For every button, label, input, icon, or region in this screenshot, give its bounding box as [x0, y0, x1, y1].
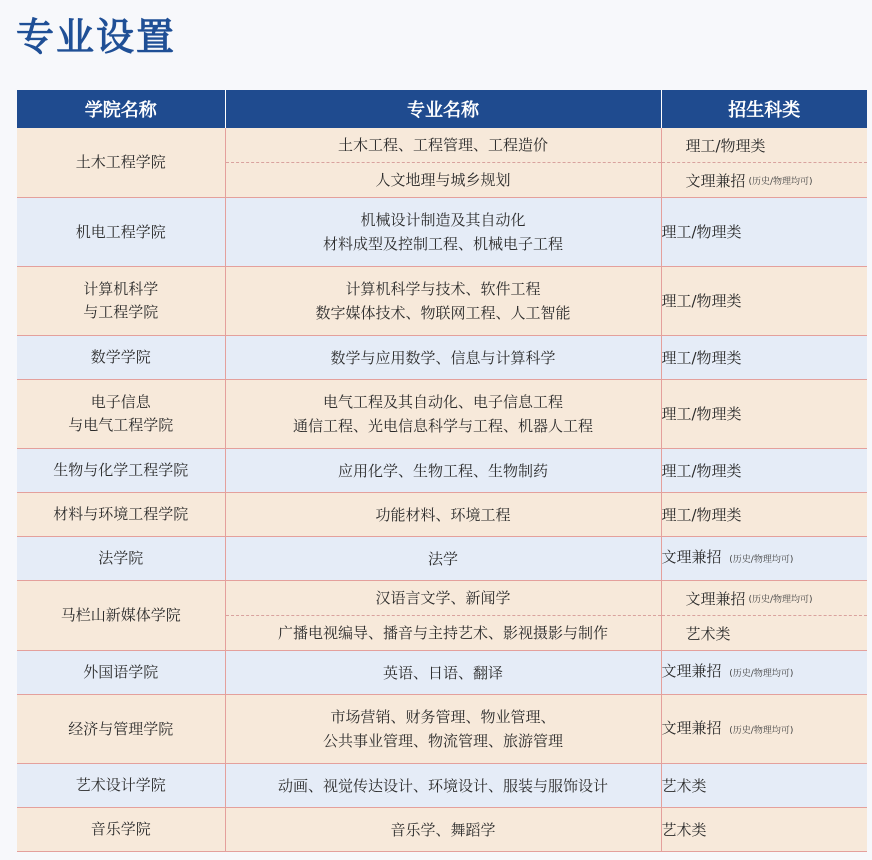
- category-label: 文理兼招: [661, 548, 722, 566]
- page-title: 专业设置: [16, 15, 177, 59]
- college-name: 马栏山新媒体学院: [60, 606, 181, 624]
- college-cell: [17, 267, 225, 336]
- category-label: 艺术类: [661, 776, 707, 795]
- college-name: 土木工程学院: [75, 153, 166, 171]
- category-cell: [661, 764, 867, 808]
- major-line: 电气工程及其自动化、电子信息工程: [322, 393, 563, 411]
- category-label: 理工/物理类: [661, 505, 742, 524]
- major-cell: [225, 695, 661, 764]
- category-cell: [661, 128, 867, 198]
- table-row: [17, 380, 867, 449]
- category-cell: [661, 808, 867, 852]
- category-label: 文理兼招: [685, 589, 746, 608]
- major-line: 土木工程、工程管理、工程造价: [226, 128, 661, 163]
- college-cell: [17, 493, 225, 537]
- category-cell: [661, 449, 867, 493]
- college-cell: [17, 449, 225, 493]
- major-cell: [225, 198, 661, 267]
- table-header-row: [17, 90, 867, 128]
- category-label: 理工/物理类: [661, 292, 742, 310]
- table-row: [17, 537, 867, 581]
- category-label: 理工/物理类: [661, 348, 742, 367]
- category-label: 文理兼招: [661, 718, 722, 737]
- table-row: [17, 267, 867, 336]
- major-line: 通信工程、光电信息科学与工程、机器人工程: [292, 417, 593, 435]
- college-cell: [17, 380, 225, 449]
- table-row: [17, 651, 867, 695]
- major-line: 人文地理与城乡规划: [375, 171, 511, 189]
- major-line: 机械设计制造及其自动化: [360, 211, 526, 229]
- category-label: 理工/物理类: [661, 223, 742, 241]
- college-name: 与电气工程学院: [68, 416, 174, 434]
- major-cell: [225, 128, 661, 198]
- major-cell: [225, 808, 661, 852]
- majors-table: [17, 90, 867, 852]
- category-label: 艺术类: [685, 624, 731, 643]
- category-cell: [661, 537, 867, 581]
- college-cell: [17, 651, 225, 695]
- table-row: [17, 808, 867, 852]
- major-cell: [225, 764, 661, 808]
- header-category: 招生科类: [661, 90, 867, 128]
- major-cell: [225, 537, 661, 581]
- college-name: 计算机科学: [83, 280, 159, 298]
- college-name: 艺术设计学院: [75, 776, 166, 794]
- college-name: 法学院: [98, 549, 144, 567]
- college-name: 电子信息: [90, 393, 151, 411]
- major-cell: [225, 336, 661, 380]
- table-row: [17, 695, 867, 764]
- table-row: [17, 336, 867, 380]
- category-note: (历史/物理均可): [729, 725, 794, 736]
- category-note: (历史/物理均可): [748, 176, 813, 187]
- header-college: 学院名称: [17, 90, 225, 128]
- college-name: 生物与化学工程学院: [53, 461, 189, 479]
- major-line: 数学与应用数学、信息与计算科学: [330, 348, 556, 367]
- major-cell: [225, 651, 661, 695]
- category-note: (历史/物理均可): [729, 669, 794, 679]
- table-row: [17, 581, 867, 651]
- major-cell: [225, 267, 661, 336]
- college-name: 材料与环境工程学院: [53, 505, 189, 523]
- category-label: 艺术类: [661, 820, 707, 839]
- category-note: (历史/物理均可): [729, 555, 794, 565]
- college-name: 音乐学院: [90, 820, 151, 838]
- college-cell: [17, 581, 225, 651]
- major-line: 市场营销、财务管理、物业管理、: [330, 708, 556, 726]
- major-cell: [225, 493, 661, 537]
- major-line: 数字媒体技术、物联网工程、人工智能: [315, 304, 571, 322]
- major-line: 英语、日语、翻译: [382, 663, 503, 682]
- table-row: [17, 449, 867, 493]
- major-line: 功能材料、环境工程: [375, 505, 511, 524]
- category-note: (历史/物理均可): [748, 594, 813, 605]
- major-line: 材料成型及控制工程、机械电子工程: [322, 235, 563, 253]
- college-name: 经济与管理学院: [68, 719, 174, 738]
- college-name: 外国语学院: [83, 663, 159, 681]
- major-line: 音乐学、舞蹈学: [390, 820, 496, 839]
- category-cell: [661, 380, 867, 449]
- category-label: 理工/物理类: [685, 136, 766, 155]
- college-cell: [17, 808, 225, 852]
- college-name: 与工程学院: [83, 303, 159, 321]
- category-cell: [661, 493, 867, 537]
- category-cell: [661, 581, 867, 651]
- category-label: 理工/物理类: [661, 405, 742, 423]
- table-row: [17, 493, 867, 537]
- major-line: 计算机科学与技术、软件工程: [345, 280, 541, 298]
- category-cell: [661, 695, 867, 764]
- college-cell: [17, 128, 225, 198]
- major-cell: [225, 581, 661, 651]
- category-label: 文理兼招: [685, 171, 746, 190]
- major-line: 动画、视觉传达设计、环境设计、服装与服饰设计: [277, 776, 608, 795]
- table-row: [17, 764, 867, 808]
- table-row: [17, 128, 867, 198]
- college-cell: [17, 336, 225, 380]
- college-cell: [17, 537, 225, 581]
- category-cell: [661, 267, 867, 336]
- major-line: 广播电视编导、播音与主持艺术、影视摄影与制作: [277, 624, 608, 642]
- category-cell: [661, 651, 867, 695]
- college-cell: [17, 695, 225, 764]
- category-label: 文理兼招: [661, 662, 722, 680]
- major-line: 汉语言文学、新闻学: [226, 581, 661, 616]
- college-cell: [17, 198, 225, 267]
- category-cell: [661, 198, 867, 267]
- major-cell: [225, 380, 661, 449]
- college-name: 机电工程学院: [75, 222, 166, 241]
- major-cell: [225, 449, 661, 493]
- college-name: 数学学院: [90, 348, 151, 366]
- college-cell: [17, 764, 225, 808]
- header-major: 专业名称: [225, 90, 661, 128]
- table-row: [17, 198, 867, 267]
- major-line: 法学: [427, 549, 458, 568]
- major-line: 应用化学、生物工程、生物制药: [337, 461, 548, 480]
- category-cell: [661, 336, 867, 380]
- category-label: 理工/物理类: [661, 461, 742, 480]
- major-line: 公共事业管理、物流管理、旅游管理: [322, 732, 563, 750]
